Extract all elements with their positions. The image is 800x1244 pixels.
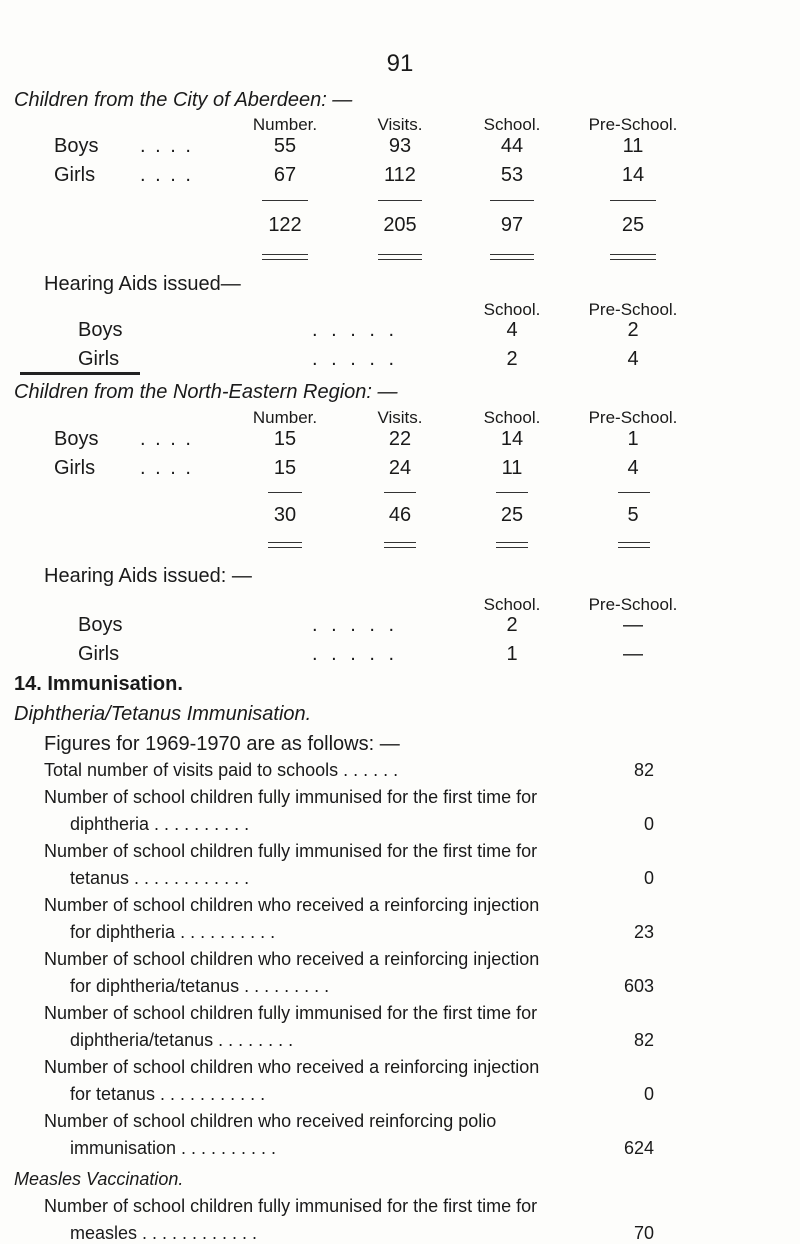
cell: 1 — [627, 428, 639, 450]
cell: 14 — [500, 428, 524, 450]
total-cell: 25 — [621, 214, 645, 236]
cell: 14 — [621, 164, 645, 186]
row-label-boys: Boys — [54, 135, 99, 157]
cell: — — [623, 643, 643, 665]
item-line: Total number of visits paid to schools . . . . . . — [44, 760, 399, 780]
item-line: Number of school children who received a reinforcing injection — [44, 1057, 540, 1077]
intro-text: Figures for 1969-1970 are as follows: — — [44, 733, 400, 755]
cell: 1 — [506, 643, 518, 665]
page-number: 91 — [386, 50, 414, 77]
total-double-rule — [496, 542, 528, 548]
col-header-preschool: Pre-School. — [588, 300, 678, 319]
item-value: 23 — [633, 922, 654, 942]
row-dots: . . . . — [140, 135, 193, 157]
col-header-preschool: Pre-School. — [588, 408, 678, 427]
measles-value: 70 — [633, 1223, 654, 1243]
cell: 22 — [388, 428, 412, 450]
sum-rule — [490, 200, 534, 201]
cell: 112 — [384, 164, 416, 186]
item-value: 603 — [623, 976, 654, 996]
total-cell: 30 — [273, 504, 297, 526]
total-cell: 46 — [388, 504, 412, 526]
col-header-number: Number. — [252, 408, 318, 427]
col-header-visits: Visits. — [377, 115, 423, 134]
item-line: Number of school children fully immunised for the first time for — [44, 1003, 538, 1023]
sum-rule — [618, 492, 650, 493]
item-line: Number of school children who received a reinforcing injection — [44, 949, 540, 969]
sum-rule — [268, 492, 302, 493]
col-header-preschool: Pre-School. — [588, 115, 678, 134]
total-cell: 205 — [383, 214, 417, 236]
item-line: for diphtheria . . . . . . . . . . — [70, 922, 276, 942]
item-value: 0 — [643, 1084, 654, 1104]
item-line: diphtheria . . . . . . . . . . — [70, 814, 250, 834]
col-header-school: School. — [483, 115, 541, 134]
cell: 2 — [506, 614, 518, 636]
cell: 2 — [506, 348, 518, 370]
north-eastern-hearing-aids-title: Hearing Aids issued: — — [44, 565, 252, 587]
sum-rule — [384, 492, 416, 493]
col-header-visits: Visits. — [377, 408, 423, 427]
total-double-rule — [268, 542, 302, 548]
item-line: diphtheria/tetanus . . . . . . . . — [70, 1030, 294, 1050]
cell: 4 — [627, 348, 639, 370]
item-line: for tetanus . . . . . . . . . . . — [70, 1084, 266, 1104]
item-value: 82 — [633, 1030, 654, 1050]
cell: 11 — [622, 135, 644, 157]
cell: 53 — [500, 164, 524, 186]
sum-rule — [378, 200, 422, 201]
cell: 24 — [388, 457, 412, 479]
row-label-girls: Girls — [54, 457, 96, 479]
cell: — — [623, 614, 643, 636]
row-label-boys: Boys — [78, 319, 123, 341]
item-line: for diphtheria/tetanus . . . . . . . . . — [70, 976, 330, 996]
aberdeen-title: Children from the City of Aberdeen: — — [14, 89, 353, 111]
total-double-rule — [490, 254, 534, 260]
total-cell: 25 — [500, 504, 524, 526]
item-value: 0 — [643, 868, 654, 888]
cell: 15 — [273, 428, 297, 450]
sum-rule — [262, 200, 308, 201]
row-dots: . . . . . — [312, 643, 399, 665]
col-header-school: School. — [483, 300, 541, 319]
section-heading: 14. Immunisation. — [14, 673, 183, 695]
item-line: Number of school children who received a reinforcing injection — [44, 895, 540, 915]
total-cell: 5 — [627, 504, 639, 526]
row-label-boys: Boys — [78, 614, 123, 636]
sum-rule — [496, 492, 528, 493]
cell: 4 — [627, 457, 639, 479]
row-label-girls: Girls — [54, 164, 96, 186]
cell: 44 — [500, 135, 524, 157]
total-double-rule — [378, 254, 422, 260]
col-header-school: School. — [483, 595, 541, 614]
section-underline — [20, 372, 140, 375]
item-value: 624 — [623, 1138, 654, 1158]
cell: 93 — [388, 135, 412, 157]
measles-line: measles . . . . . . . . . . . . — [70, 1223, 258, 1243]
sum-rule — [610, 200, 656, 201]
total-double-rule — [384, 542, 416, 548]
cell: 4 — [506, 319, 518, 341]
row-label-boys: Boys — [54, 428, 99, 450]
item-line: immunisation . . . . . . . . . . — [70, 1138, 277, 1158]
row-label-girls: Girls — [78, 643, 120, 665]
cell: 11 — [501, 457, 523, 479]
cell: 55 — [273, 135, 297, 157]
col-header-preschool: Pre-School. — [588, 595, 678, 614]
item-line: Number of school children fully immunised for the first time for — [44, 841, 538, 861]
measles-subheading: Measles Vaccination. — [14, 1169, 184, 1189]
total-double-rule — [618, 542, 650, 548]
item-line: Number of school children who received reinforcing polio — [44, 1111, 497, 1131]
item-value: 0 — [643, 814, 654, 834]
total-cell: 97 — [500, 214, 524, 236]
row-dots: . . . . — [140, 164, 193, 186]
total-double-rule — [262, 254, 308, 260]
item-line: Number of school children fully immunised for the first time for — [44, 787, 538, 807]
total-double-rule — [610, 254, 656, 260]
cell: 67 — [273, 164, 297, 186]
total-cell: 122 — [268, 214, 302, 236]
item-line: tetanus . . . . . . . . . . . . — [70, 868, 250, 888]
row-dots: . . . . — [140, 457, 193, 479]
col-header-number: Number. — [252, 115, 318, 134]
col-header-school: School. — [483, 408, 541, 427]
aberdeen-hearing-aids-title: Hearing Aids issued— — [44, 273, 241, 295]
north-eastern-title: Children from the North-Eastern Region: — — [14, 381, 398, 403]
item-value: 82 — [633, 760, 654, 780]
cell: 15 — [273, 457, 297, 479]
row-dots: . . . . — [140, 428, 193, 450]
subheading: Diphtheria/Tetanus Immunisation. — [14, 703, 312, 725]
row-dots: . . . . . — [312, 348, 399, 370]
row-dots: . . . . . — [312, 614, 399, 636]
row-dots: . . . . . — [312, 319, 399, 341]
cell: 2 — [627, 319, 639, 341]
row-label-girls: Girls — [78, 348, 120, 370]
measles-line: Number of school children fully immunised for the first time for — [44, 1196, 538, 1216]
